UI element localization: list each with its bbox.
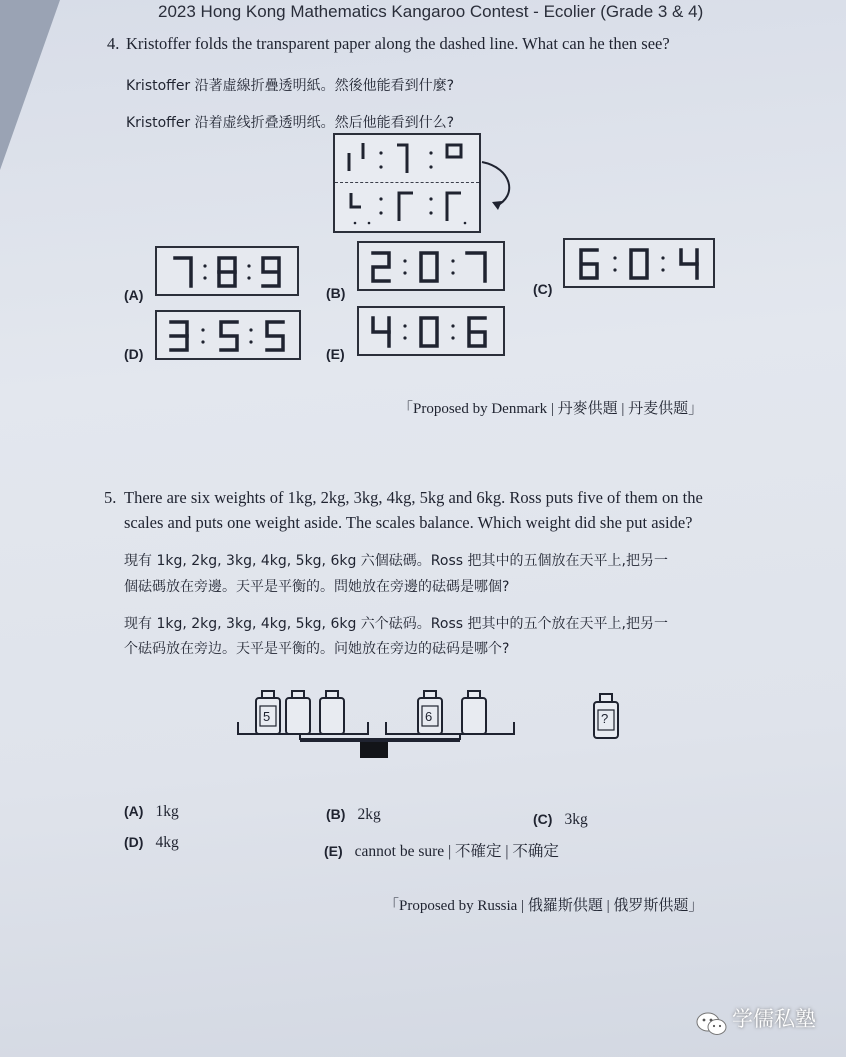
digits-789: [157, 248, 297, 294]
q4-text-tc: Kristoffer 沿著虛線折疊透明紙。然後他能看到什麼?: [126, 78, 455, 94]
digits-406: [359, 308, 503, 354]
q5-credit: 「Proposed by Russia | 俄羅斯供題 | 俄罗斯供题」: [384, 898, 704, 914]
transparent-paper-figure: [333, 133, 481, 233]
q5-option-d-label: (D): [124, 834, 144, 850]
balance-scale-figure: [230, 680, 530, 765]
q5-text-tc-2: 個砝碼放在旁邊。天平是平衡的。問她放在旁邊的砝碼是哪個?: [124, 579, 510, 595]
q4-option-a-label: (A): [124, 287, 144, 303]
q4-text-sc: Kristoffer 沿着虚线折叠透明纸。然后他能看到什么?: [126, 115, 455, 131]
q5-text-sc-1: 现有 1kg, 2kg, 3kg, 4kg, 5kg, 6kg 六个砝码。Ross 把其中的五个放在天平上,把另一: [124, 616, 668, 632]
q5-text-en-1: There are six weights of 1kg, 2kg, 3kg, 4kg, 5kg and 6kg. Ross puts five of them on the: [124, 488, 703, 507]
fold-dashed-line: [335, 182, 479, 183]
q5-option-e-text: cannot be sure | 不確定 | 不确定: [354, 843, 559, 860]
watermark-text: 学儒私塾: [732, 1007, 816, 1031]
q5-option-c-label: (C): [533, 811, 553, 827]
scale-fulcrum: [360, 742, 388, 758]
q5-option-d-text: 4kg: [155, 834, 179, 851]
q4-option-e-display[interactable]: [357, 306, 505, 356]
digits-355: [157, 312, 299, 358]
q4-option-a-display[interactable]: [155, 246, 299, 296]
aside-weight-label: ?: [601, 711, 609, 726]
q5-option-a-text: 1kg: [155, 803, 179, 820]
q5-text-tc-1: 現有 1kg, 2kg, 3kg, 4kg, 5kg, 6kg 六個砝碼。Ross 把其中的五個放在天平上,把另一: [124, 553, 668, 569]
q5-option-b-label: (B): [326, 806, 346, 822]
q4-text-en: Kristoffer folds the transparent paper along the dashed line. What can he then see?: [126, 34, 670, 53]
q4-number: 4.: [107, 34, 120, 53]
q4-option-e-label: (E): [326, 346, 345, 362]
contest-header: 2023 Hong Kong Mathematics Kangaroo Contest - Ecolier (Grade 3 & 4): [158, 2, 704, 21]
fold-arrow-icon: [478, 158, 520, 214]
q4-credit: 「Proposed by Denmark | 丹麥供題 | 丹麦供题」: [398, 401, 704, 417]
q5-option-e[interactable]: [324, 839, 559, 861]
q4-option-d-label: (D): [124, 346, 144, 362]
q4-option-c-display[interactable]: [563, 238, 715, 288]
digits-207: [359, 243, 503, 289]
q5-option-c[interactable]: [533, 811, 588, 829]
q5-option-b[interactable]: [326, 806, 381, 824]
q4-option-c-label: (C): [533, 281, 553, 297]
paper-segments: [335, 135, 479, 231]
page-corner-shadow: [0, 0, 60, 170]
weight-5-label: 5: [263, 709, 271, 724]
q5-option-e-label: (E): [324, 843, 343, 859]
weight-6-label: 6: [425, 709, 433, 724]
wechat-icon: [695, 1010, 729, 1038]
q5-option-a-label: (A): [124, 803, 144, 819]
q5-number: 5.: [104, 488, 117, 507]
digits-604: [565, 240, 713, 286]
q5-option-a[interactable]: [124, 803, 179, 821]
q5-text-sc-2: 个砝码放在旁边。天平是平衡的。问她放在旁边的砝码是哪个?: [124, 641, 510, 657]
q4-option-d-display[interactable]: [155, 310, 301, 360]
q5-option-d[interactable]: [124, 834, 179, 852]
q4-option-b-display[interactable]: [357, 241, 505, 291]
q5-option-b-text: 2kg: [357, 806, 381, 823]
q4-option-b-label: (B): [326, 285, 346, 301]
q5-text-en-2: scales and puts one weight aside. The scales balance. Which weight did she put aside?: [124, 513, 693, 532]
q5-option-c-text: 3kg: [564, 811, 588, 828]
